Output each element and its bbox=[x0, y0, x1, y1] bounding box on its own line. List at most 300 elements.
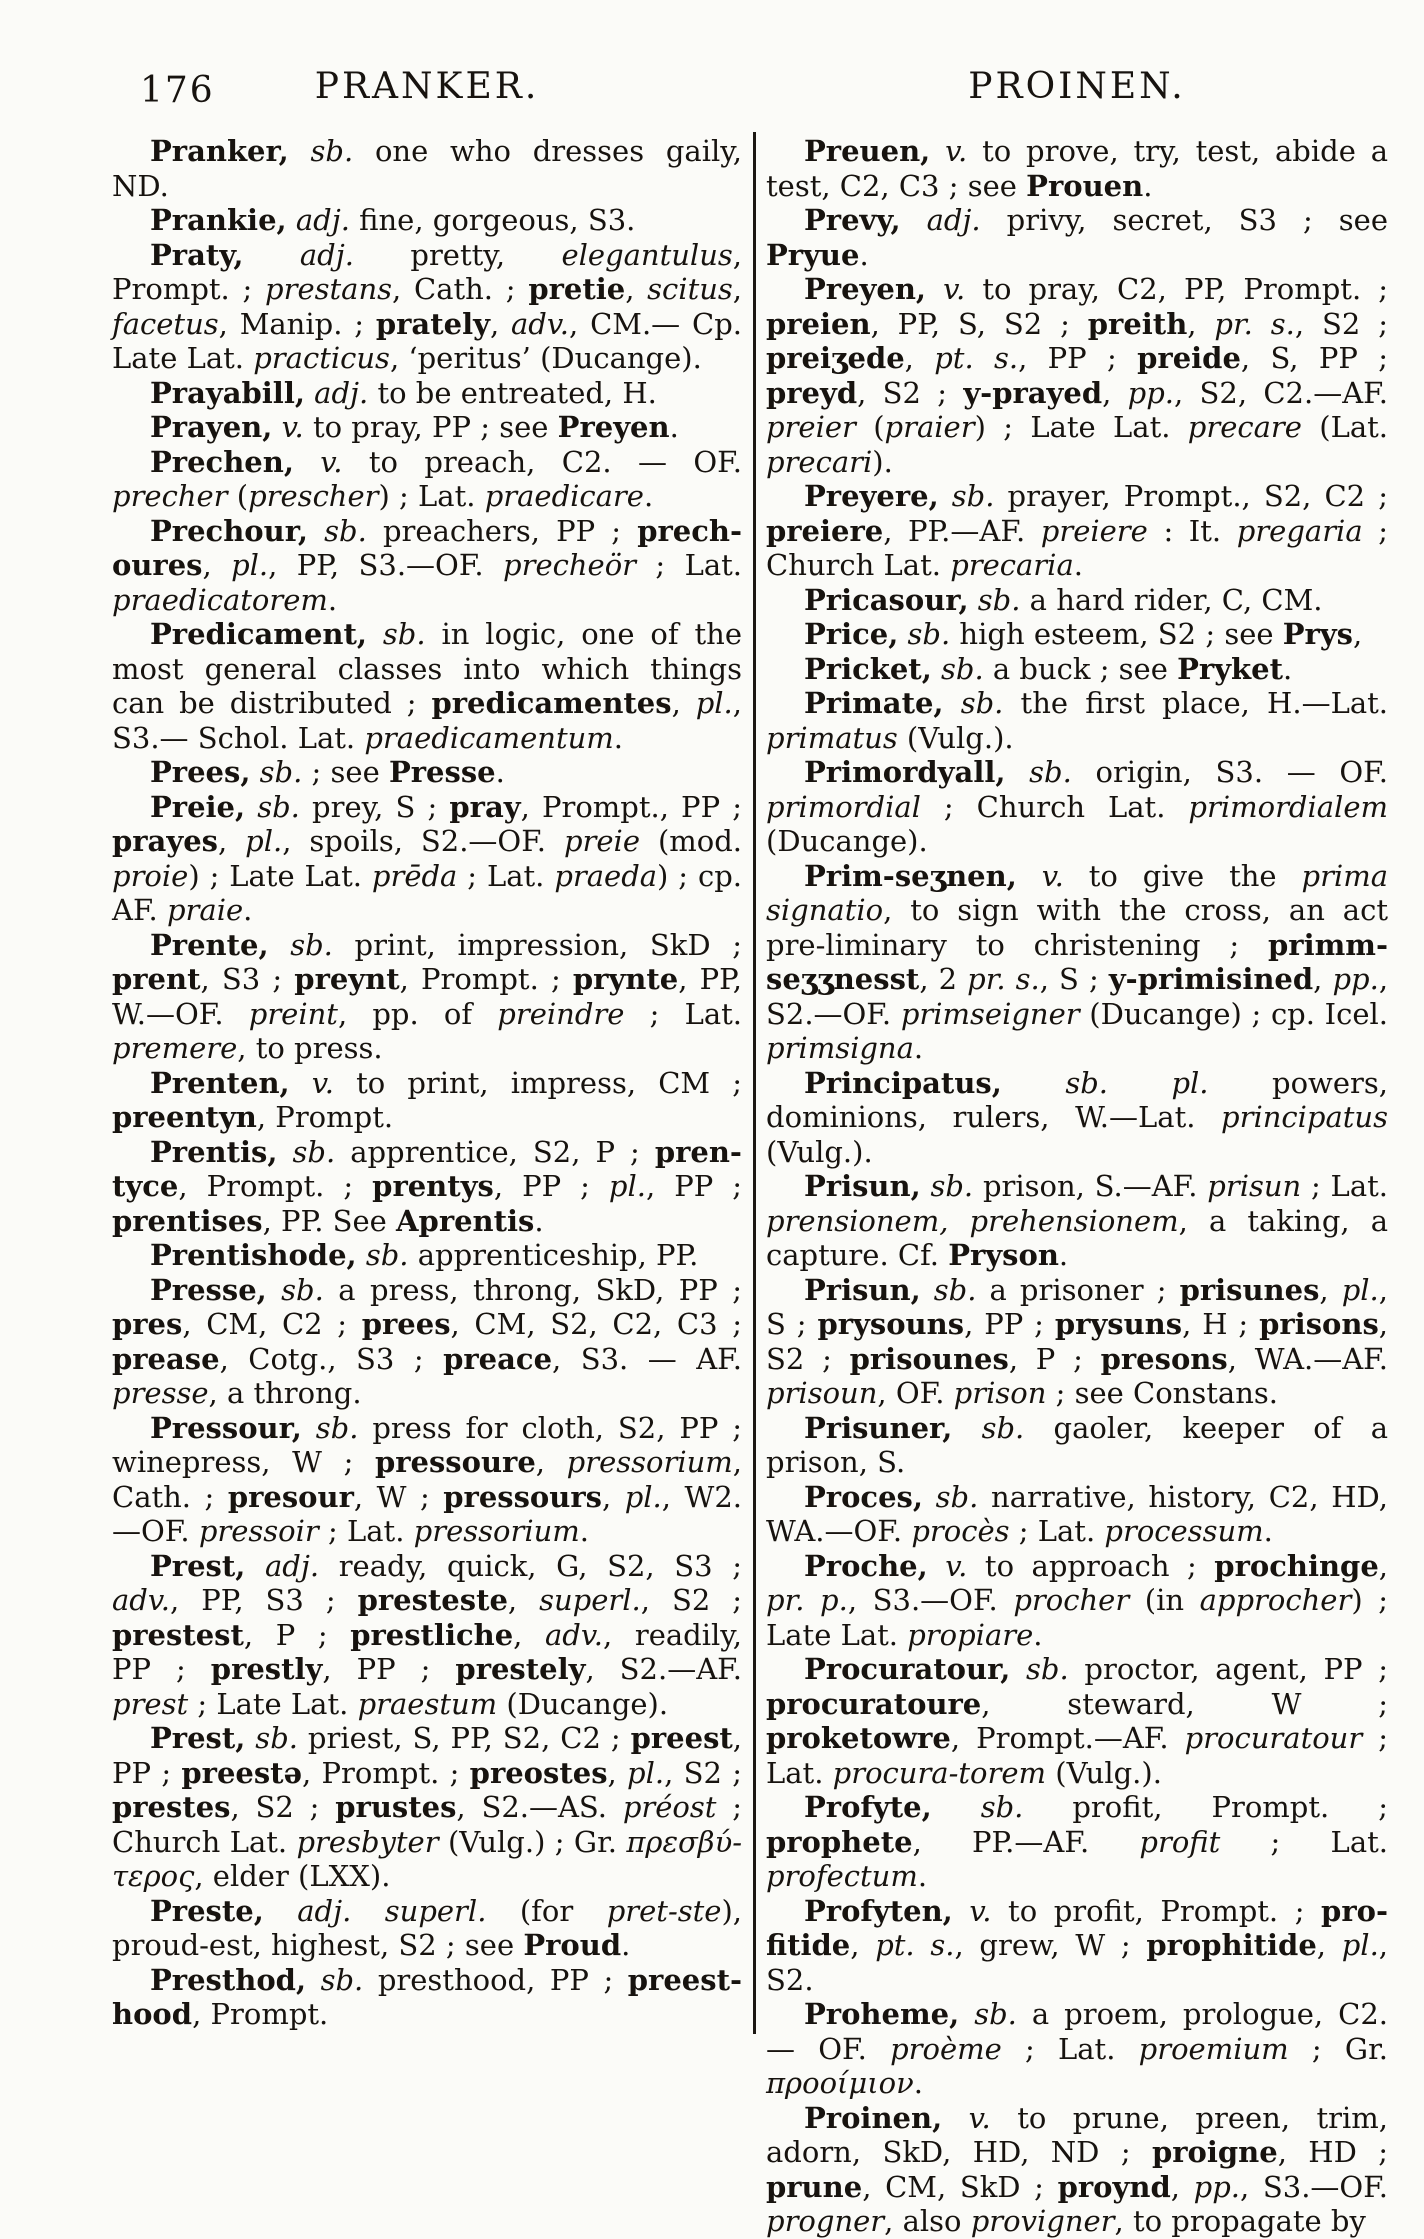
text-run: : It. bbox=[1147, 513, 1237, 548]
text-run: pl. bbox=[608, 1169, 646, 1203]
headword: Primordyall, bbox=[804, 755, 1006, 789]
text-run: praestum bbox=[357, 1686, 498, 1721]
text-run: v. bbox=[289, 1065, 334, 1100]
text-run: gaoler, keeper of a prison, S. bbox=[766, 1410, 1388, 1479]
text-run: the first place, H.—Lat. bbox=[1003, 686, 1388, 720]
text-run: preachers, PP ; bbox=[366, 513, 638, 548]
text-run: , P ; bbox=[1008, 1341, 1101, 1376]
text-run: prentises bbox=[112, 1203, 263, 1238]
text-run: . bbox=[917, 1859, 928, 1893]
dictionary-entry bbox=[112, 1135, 742, 1239]
text-run: approcher bbox=[1199, 1583, 1352, 1617]
headword: Prankie, bbox=[150, 203, 287, 237]
text-run: . bbox=[643, 479, 654, 513]
text-run: pp. bbox=[1193, 2169, 1240, 2204]
text-run: , Prompt. ; bbox=[302, 1755, 470, 1790]
text-run: (Ducange). bbox=[766, 824, 928, 858]
dictionary-entry bbox=[766, 1652, 1388, 1790]
text-run: sb. bbox=[307, 513, 367, 548]
text-run: apprentice, S2, P ; bbox=[335, 1134, 655, 1169]
text-run: , S ; bbox=[766, 1272, 1388, 1341]
headword: Prim-seʒnen, bbox=[804, 858, 1017, 893]
text-run: sb. bbox=[938, 479, 995, 513]
text-run: , bbox=[513, 1617, 545, 1652]
text-run: elegantulus bbox=[561, 237, 733, 272]
dictionary-entry bbox=[112, 790, 742, 928]
text-run: precher bbox=[112, 479, 228, 513]
text-run: preier bbox=[766, 410, 856, 444]
text-run: pl. bbox=[695, 686, 733, 720]
text-run: Prys bbox=[1282, 617, 1354, 651]
text-run: sb. bbox=[931, 651, 984, 686]
text-run: to pray, C2, PP, Prompt. ; bbox=[965, 272, 1388, 306]
text-run: sb. bbox=[245, 789, 300, 824]
text-run: , S2 ; bbox=[230, 1790, 336, 1824]
text-run: ; Lat. bbox=[318, 1514, 414, 1548]
text-run: pressours bbox=[443, 1479, 602, 1514]
text-run: pl. bbox=[245, 824, 283, 858]
text-run: , PP ; bbox=[322, 1652, 456, 1686]
text-run: adj. bbox=[245, 1548, 320, 1583]
text-run: pressoure bbox=[374, 1445, 536, 1479]
text-run: , Prompt. bbox=[256, 1100, 394, 1134]
text-run: a prisoner ; bbox=[976, 1272, 1180, 1307]
text-run: pro-fitide bbox=[766, 1893, 1388, 1962]
text-run: ) ; Late Lat. bbox=[188, 858, 372, 893]
text-run: prately bbox=[375, 306, 490, 341]
text-run: pretty, bbox=[353, 237, 562, 272]
headword: Presse, bbox=[150, 1272, 267, 1307]
text-run: , WA.—AF. bbox=[1227, 1341, 1388, 1376]
text-run: , Manip. ; bbox=[218, 306, 376, 341]
text-run: , PP.—AF. bbox=[883, 513, 1041, 548]
text-run: prestest bbox=[112, 1617, 244, 1652]
text-run: , to propagate by bbox=[1114, 2204, 1366, 2238]
text-run: v. bbox=[930, 134, 968, 168]
text-run: pt. s. bbox=[875, 1928, 955, 1962]
text-run: , CM, C2 ; bbox=[182, 1307, 362, 1341]
headword: Prayen, bbox=[150, 410, 273, 444]
text-run: . bbox=[859, 237, 869, 272]
text-run: primsigna bbox=[766, 1031, 914, 1065]
headword: Prentishode, bbox=[150, 1238, 357, 1272]
text-run: facetus bbox=[112, 306, 219, 341]
text-run: , spoils, S2.—OF. bbox=[282, 824, 564, 858]
text-run: in logic, one of the most general classes into which things can be distributed ; bbox=[112, 617, 742, 720]
dictionary-entry bbox=[766, 1790, 1388, 1894]
text-run: preest-hood bbox=[112, 1962, 742, 2031]
text-run: . bbox=[1283, 651, 1293, 686]
text-run: , CM, S2, C2, C3 ; bbox=[450, 1307, 743, 1341]
headword: Preste, bbox=[150, 1893, 264, 1928]
dictionary-entry bbox=[112, 134, 742, 203]
text-run: , readily, PP ; bbox=[112, 1617, 743, 1686]
text-run: , S3.— Schol. Lat. bbox=[112, 686, 742, 755]
text-run: praier bbox=[884, 410, 975, 444]
text-run: profit, Prompt. ; bbox=[1023, 1790, 1389, 1824]
text-run: procès bbox=[911, 1514, 1010, 1548]
text-run: preide bbox=[1137, 341, 1241, 375]
headword: Proinen, bbox=[804, 2100, 943, 2135]
headword: Profyte, bbox=[804, 1790, 932, 1824]
headword: Preyere, bbox=[804, 479, 939, 513]
text-run: , S3 ; bbox=[200, 962, 295, 996]
text-run: prent bbox=[112, 962, 201, 996]
text-run: Aprentis bbox=[396, 1203, 535, 1238]
text-run: , HD ; bbox=[1277, 2135, 1388, 2169]
headword: Prechen, bbox=[150, 444, 294, 479]
running-head-right: PROINEN. bbox=[968, 66, 1186, 107]
text-run: progner bbox=[766, 2204, 885, 2238]
text-run: , H ; bbox=[1182, 1307, 1260, 1341]
headword: Pricasour, bbox=[804, 582, 969, 617]
text-run: prustes bbox=[335, 1790, 457, 1824]
text-run: , Cath. ; bbox=[112, 1445, 742, 1514]
running-head-left: PRANKER. bbox=[314, 66, 540, 107]
text-run: procher bbox=[1013, 1583, 1130, 1617]
text-run: . bbox=[243, 893, 253, 927]
text-run: , S2. bbox=[766, 1928, 1389, 1997]
text-run: preie bbox=[563, 824, 640, 858]
text-run: sb. bbox=[356, 1238, 409, 1272]
text-run: , bbox=[535, 1445, 567, 1479]
dictionary-entry bbox=[766, 1169, 1388, 1273]
text-run: , a throng. bbox=[208, 1376, 362, 1410]
text-run: , PP, W.—OF. bbox=[112, 962, 742, 1031]
dictionary-entry bbox=[112, 928, 742, 1066]
text-run: practicus bbox=[253, 341, 390, 375]
text-run: , P ; bbox=[243, 1617, 351, 1652]
text-run: Preyen bbox=[557, 410, 670, 444]
text-run: primatus bbox=[766, 720, 898, 755]
text-run: to pray, PP ; see bbox=[303, 410, 558, 444]
text-run: powers, dominions, rulers, W.—Lat. bbox=[766, 1065, 1388, 1134]
text-run: ; Church Lat. bbox=[112, 1790, 742, 1859]
text-run: , PP ; bbox=[493, 1169, 609, 1203]
dictionary-entry bbox=[766, 203, 1388, 272]
text-run: , S2, C2.—AF. bbox=[1174, 375, 1388, 410]
text-run: presse bbox=[112, 1376, 209, 1410]
dictionary-entry bbox=[766, 479, 1388, 583]
text-run: prima signatio bbox=[766, 858, 1388, 927]
text-run: proigne bbox=[1151, 2135, 1278, 2169]
text-run: sb. bbox=[288, 134, 354, 168]
text-run: v. bbox=[942, 2100, 991, 2135]
text-run: (in bbox=[1129, 1583, 1200, 1617]
headword: Prest, bbox=[150, 1548, 246, 1583]
text-run: , S2 ; bbox=[766, 1307, 1388, 1376]
headword: Prentis, bbox=[150, 1134, 278, 1169]
text-run: , bbox=[1313, 962, 1333, 996]
dictionary-entry bbox=[112, 376, 742, 411]
text-run: praie bbox=[166, 893, 244, 927]
text-run: to profit, Prompt. ; bbox=[991, 1893, 1322, 1928]
text-run: pressorium bbox=[413, 1514, 580, 1548]
text-run: , S2.—OF. bbox=[766, 962, 1389, 1031]
text-run: a press, throng, SkD, PP ; bbox=[323, 1272, 742, 1307]
text-run: , bbox=[489, 306, 511, 341]
text-run: , also bbox=[884, 2204, 971, 2238]
dictionary-entry bbox=[112, 203, 742, 238]
text-run: , bbox=[217, 824, 246, 858]
text-run: ready, quick, G, S2, S3 ; bbox=[319, 1548, 742, 1583]
text-run: proemium bbox=[1138, 2031, 1289, 2066]
text-run: prisunes bbox=[1179, 1272, 1320, 1307]
text-run: , Cotg., S3 ; bbox=[219, 1341, 444, 1376]
text-run: , bbox=[1170, 2169, 1194, 2204]
text-run: presbyter bbox=[296, 1824, 439, 1859]
dictionary-entry bbox=[112, 1721, 742, 1894]
text-run: primordialem bbox=[1188, 789, 1388, 824]
text-run: procuratoure bbox=[766, 1686, 982, 1721]
text-run: precaria bbox=[950, 548, 1074, 582]
text-run: pl. bbox=[231, 548, 269, 582]
headword: Price, bbox=[804, 617, 899, 651]
text-run: , bbox=[1319, 1272, 1342, 1307]
text-run: sb. bbox=[1005, 755, 1072, 789]
text-run: origin, S3. — OF. bbox=[1071, 755, 1388, 789]
text-run: . bbox=[495, 755, 505, 789]
text-run: preien bbox=[766, 306, 871, 341]
text-run: ; Lat. bbox=[1009, 1514, 1105, 1548]
text-run: preestə bbox=[181, 1755, 303, 1790]
text-run: pl. bbox=[627, 1755, 665, 1790]
dictionary-entry bbox=[766, 583, 1388, 618]
text-run: prison bbox=[953, 1376, 1047, 1410]
text-run: sb. bbox=[920, 1272, 977, 1307]
dictionary-entry bbox=[766, 1549, 1388, 1653]
dictionary-entry bbox=[112, 1549, 742, 1722]
text-run: prisons bbox=[1259, 1307, 1379, 1341]
text-run: , bbox=[671, 686, 696, 720]
text-run: sb. bbox=[268, 927, 333, 962]
text-run: sb. bbox=[1010, 1652, 1069, 1686]
text-run: narrative, history, C2, HD, WA.—OF. bbox=[766, 1479, 1388, 1548]
headword: Preie, bbox=[150, 789, 246, 824]
dictionary-entry bbox=[112, 617, 742, 755]
text-run: , a taking, a capture. Cf. bbox=[766, 1203, 1389, 1272]
text-run: , bbox=[1353, 617, 1363, 651]
text-run: propiare bbox=[907, 1617, 1034, 1652]
text-run: pressoir bbox=[198, 1514, 319, 1548]
text-run: to be entreated, H. bbox=[368, 375, 657, 410]
text-run: (mod. bbox=[640, 824, 743, 858]
text-run: prune bbox=[766, 2169, 863, 2204]
dictionary-entry bbox=[112, 445, 742, 514]
text-run: , PP, S3 ; bbox=[170, 1583, 358, 1617]
text-run: prochinge bbox=[1214, 1548, 1379, 1583]
text-run: sb. bbox=[943, 686, 1004, 720]
text-run: , S, PP ; bbox=[1240, 341, 1388, 375]
text-run: prisun bbox=[1207, 1169, 1302, 1203]
text-run: , Prompt. ; bbox=[399, 962, 573, 996]
text-run: , PP, S3.—OF. bbox=[268, 548, 504, 582]
text-run: , OF. bbox=[877, 1376, 954, 1410]
headword: Proces, bbox=[804, 1479, 923, 1514]
text-run: preentyn bbox=[112, 1100, 257, 1134]
dictionary-entry bbox=[766, 617, 1388, 652]
text-run: adj. superl. bbox=[263, 1893, 487, 1928]
headword: Profyten, bbox=[804, 1893, 953, 1928]
text-run: pressorium bbox=[566, 1445, 733, 1479]
text-run: Pryket bbox=[1177, 651, 1283, 686]
text-run: premere bbox=[112, 1031, 238, 1065]
headword: Pricket, bbox=[804, 651, 932, 686]
dictionary-entry bbox=[766, 1997, 1388, 2101]
text-run: , CM, SkD ; bbox=[862, 2169, 1058, 2204]
text-run: , Cath. ; bbox=[392, 272, 529, 306]
text-run: prest bbox=[112, 1686, 189, 1721]
text-run: (Vulg.). bbox=[1046, 1755, 1162, 1790]
text-run: prēda bbox=[371, 858, 458, 893]
text-run: , S2 ; bbox=[857, 375, 964, 410]
text-run: , bbox=[202, 548, 232, 582]
headword: Prente, bbox=[150, 927, 269, 962]
text-run: profit bbox=[1139, 1824, 1221, 1859]
dictionary-entry bbox=[766, 1894, 1388, 1998]
text-run: primm-seʒʒnesst bbox=[766, 927, 1388, 996]
text-run: (Ducange) ; cp. Icel. bbox=[1079, 996, 1388, 1031]
text-run: prayer, Prompt., S2, C2 ; bbox=[994, 479, 1388, 513]
text-run: Prouen bbox=[1026, 168, 1144, 203]
text-run: proketowre bbox=[766, 1721, 951, 1755]
text-run: pret-ste bbox=[606, 1893, 722, 1928]
text-run: pl. bbox=[624, 1479, 662, 1514]
text-run: pregaria bbox=[1236, 513, 1363, 548]
dictionary-entry bbox=[112, 1238, 742, 1273]
headword: Prayabill, bbox=[150, 375, 305, 410]
text-run: , PP ; bbox=[964, 1307, 1055, 1341]
text-run: pren-tyce bbox=[112, 1134, 742, 1203]
text-run: prestans bbox=[265, 272, 393, 306]
text-run: preint bbox=[248, 996, 338, 1031]
text-run: , S ; bbox=[1039, 962, 1109, 996]
text-run: prison, S.—AF. bbox=[973, 1169, 1208, 1203]
text-run: , Prompt. ; bbox=[178, 1169, 373, 1203]
text-run: sb. bbox=[922, 1479, 979, 1514]
text-run: to preach, C2. — OF. bbox=[342, 444, 742, 479]
text-run: prentys bbox=[372, 1169, 494, 1203]
text-run: , ‘peritus’ (Ducange). bbox=[389, 341, 702, 375]
text-run: preiʒede bbox=[766, 341, 905, 375]
text-run: , S2.—AS. bbox=[456, 1790, 623, 1824]
text-run: , bbox=[625, 272, 648, 306]
text-run: presons bbox=[1100, 1341, 1228, 1376]
text-run: ; see bbox=[302, 755, 389, 789]
text-run: , CM.— Cp. Late Lat. bbox=[112, 306, 742, 375]
text-run: ) ; Late Lat. bbox=[766, 1583, 1388, 1652]
text-run: , bbox=[732, 272, 743, 306]
text-run: . bbox=[1073, 548, 1083, 582]
headword: Prisuner, bbox=[804, 1410, 953, 1445]
dictionary-entry bbox=[766, 755, 1388, 859]
text-run: ; Lat. bbox=[1001, 2031, 1139, 2066]
text-run: Presse bbox=[388, 755, 496, 789]
text-run: pl. bbox=[1341, 1272, 1379, 1307]
text-run: . bbox=[621, 1928, 631, 1962]
text-run: presour bbox=[227, 1479, 354, 1514]
text-run: sb. bbox=[952, 1410, 1025, 1445]
text-run: prayes bbox=[112, 824, 218, 858]
text-run: , bbox=[601, 1479, 625, 1514]
text-run: proynd bbox=[1057, 2169, 1171, 2204]
dictionary-entry bbox=[766, 1480, 1388, 1549]
headword: Presthod, bbox=[150, 1962, 307, 1997]
text-run: a proem, prologue, C2.— OF. bbox=[766, 1997, 1389, 2066]
text-run: proctor, agent, PP ; bbox=[1068, 1652, 1388, 1686]
text-run: . bbox=[579, 1514, 589, 1548]
text-run: , bbox=[1316, 1928, 1342, 1962]
text-run: . bbox=[913, 2066, 923, 2100]
text-run: to print, impress, CM ; bbox=[333, 1065, 742, 1100]
text-run: v. bbox=[952, 1893, 992, 1928]
text-run: , bbox=[507, 1583, 540, 1617]
headword: Predicament, bbox=[150, 617, 367, 651]
headword: Pranker, bbox=[150, 134, 289, 168]
text-run: processum bbox=[1104, 1514, 1264, 1548]
text-run: , S2 ; bbox=[640, 1583, 743, 1617]
text-run: préost bbox=[622, 1790, 717, 1824]
text-run: ; Gr. bbox=[1288, 2031, 1388, 2066]
text-run: , S3. — AF. bbox=[552, 1341, 742, 1376]
text-run: praedicatorem bbox=[112, 582, 328, 617]
text-run: , Prompt. bbox=[192, 1997, 329, 2031]
text-run: privy, secret, S3 ; see bbox=[980, 203, 1388, 237]
text-run: , PP. See bbox=[262, 1203, 397, 1238]
text-run: presthood, PP ; bbox=[363, 1962, 628, 1997]
dictionary-entry bbox=[112, 1411, 742, 1549]
text-run: , PP, S, S2 ; bbox=[870, 306, 1088, 341]
text-run: principatus bbox=[1221, 1100, 1388, 1134]
headword: Proche, bbox=[804, 1548, 928, 1583]
text-run: sb. bbox=[277, 1134, 336, 1169]
text-run: a hard rider, C, CM. bbox=[1020, 582, 1323, 617]
text-run: ; see Constans. bbox=[1046, 1376, 1278, 1410]
text-run: prisoun bbox=[766, 1376, 878, 1410]
left-column bbox=[112, 134, 742, 2032]
dictionary-entry bbox=[766, 686, 1388, 755]
text-run: adv. bbox=[545, 1617, 604, 1652]
text-run: v. bbox=[927, 1548, 968, 1583]
text-run: press for cloth, S2, PP ; winepress, W ; bbox=[112, 1410, 742, 1479]
text-run: superl. bbox=[539, 1583, 641, 1617]
text-run: pl. bbox=[1341, 1928, 1379, 1962]
text-run: (Vulg.). bbox=[897, 720, 1014, 755]
text-run: to approach ; bbox=[967, 1548, 1215, 1583]
page-number: 176 bbox=[140, 70, 215, 111]
text-run: prestliche bbox=[350, 1617, 514, 1652]
text-run: adv. bbox=[112, 1583, 171, 1617]
text-run: adv. bbox=[511, 306, 570, 341]
dictionary-entry bbox=[766, 652, 1388, 687]
text-run: , to sign with the cross, an act pre-liminary to christening ; bbox=[766, 893, 1388, 962]
text-run: , S3.—OF. bbox=[1240, 2169, 1389, 2204]
text-run: precheör bbox=[503, 548, 637, 582]
dictionary-entry bbox=[766, 2101, 1388, 2239]
text-run: y-prayed bbox=[963, 375, 1103, 410]
headword: Primate, bbox=[804, 686, 944, 720]
text-run: prestly bbox=[210, 1652, 323, 1686]
text-run: ; Church Lat. bbox=[920, 789, 1189, 824]
headword: Proheme, bbox=[804, 1997, 960, 2031]
text-run: prees bbox=[361, 1307, 451, 1341]
text-run: . bbox=[327, 582, 338, 617]
text-run: ; Lat. bbox=[624, 996, 742, 1031]
text-run: (Vulg.) ; Gr. bbox=[438, 1824, 627, 1859]
text-run: precari bbox=[766, 444, 873, 479]
text-run: fine, gorgeous, S3. bbox=[349, 203, 636, 237]
text-run: presteste bbox=[357, 1583, 508, 1617]
